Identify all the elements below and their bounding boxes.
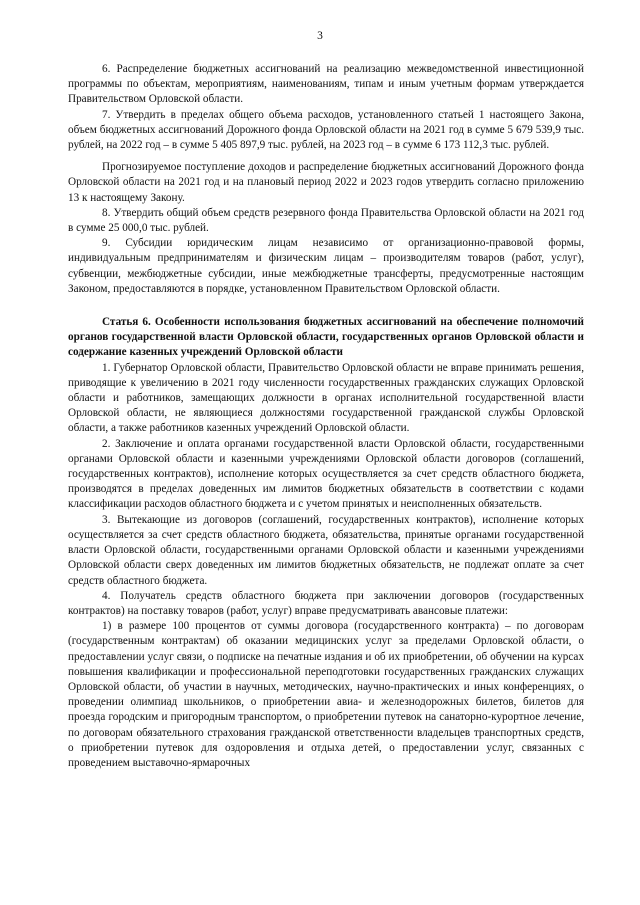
document-body bbox=[68, 62, 584, 771]
paragraph-art6-3: 3. Вытекающие из договоров (соглашений, государственных контрактов), исполнение которых осуществляется за счет средств областного бюджета, обязательства, принятые органами государственной власти Орловской области, государственными органами Орловской области и казенными учреждениями Орловской области сверх доведенных им лимитов бюджетных обязательств, не подлежат оплате за счет средств областного бюджета. bbox=[68, 513, 584, 587]
paragraph-9: 9. Субсидии юридическим лицам независимо от организационно-правовой формы, индивидуальным предпринимателям и физическим лицам – производителям товаров (работ, услуг), субвенции, межбюджетные субсидии, иные межбюджетные трансферты, предусмотренные настоящим Законом, предоставляются в порядке, установленном Правительством Орловской области. bbox=[68, 237, 584, 295]
paragraph-art6-4: 4. Получатель средств областного бюджета при заключении договоров (государственных контрактов) на поставку товаров (работ, услуг) вправе предусматривать авансовые платежи: bbox=[68, 589, 584, 617]
article-6-heading: Статья 6. Особенности использования бюджетных ассигнований на обеспечение полномочий органов государственной власти Орловской области, государственных органов Орловской области и содержание казенных учреждений Орловской области bbox=[68, 316, 584, 359]
paragraph-6: 6. Распределение бюджетных ассигнований на реализацию межведомственной инвестиционной программы по объектам, мероприятиям, наименованиям, типам и иным учетным формам утверждается Правительством Орловской области. bbox=[68, 63, 584, 106]
page-number: 3 bbox=[317, 30, 323, 42]
paragraph-art6-4-1: 1) в размере 100 процентов от суммы договора (государственного контракта) – по договорам (государственным контрактам) об оказании медицинских услуг за пределами Орловской области, о предоставлении услуг связи, о подписке на печатные издания и об их приобретении, об обучении на курсах повышения квалификации и профессиональной переподготовки государственных гражданских служащих Орловской области, об участии в научных, методических, научно-практических и иных конференциях, о проведении олимпиад школьников, о приобретении авиа- и железнодорожных билетов, билетов для проезда городским и пригородным транспортом, о приобретении путевок на санаторно-курортное лечение, по договорам обязательного страхования гражданской ответственности владельцев транспортных средств, о приобретении путевок для оздоровления и отдыха детей, о предоставлении услуг, связанных с проведением выставочно-ярмарочных bbox=[68, 620, 584, 769]
paragraph-8: 8. Утвердить общий объем средств резервного фонда Правительства Орловской области на 2021 год в сумме 25 000,0 тыс. рублей. bbox=[68, 206, 584, 235]
paragraph-art6-2: 2. Заключение и оплата органами государственной власти Орловской области, государственными органами Орловской области и казенными учреждениями Орловской области договоров (соглашений, государственных контрактов), исполнение которых осуществляется за счет средств областного бюджета, производятся в пределах доведенных им лимитов бюджетных обязательств в соответствии с кодами классификации расходов областного бюджета и с учетом принятых и неисполненных обязательств. bbox=[68, 437, 584, 511]
paragraph-road-fund: Прогнозируемое поступление доходов и распределение бюджетных ассигнований Дорожного фонда Орловской области на 2021 год и на плановый период 2022 и 2023 годов утвердить согласно приложению 13 к настоящему Закону. bbox=[68, 161, 584, 204]
paragraph-art6-1: 1. Губернатор Орловской области, Правительство Орловской области не вправе принимать решения, приводящие к увеличению в 2021 году численности государственных гражданских служащих Орловской области и работников, замещающих должности в органах исполнительной государственной власти Орловской области, не являющиеся должностями государственной гражданской службы Орловской области, а также работников казенных учреждений Орловской области. bbox=[68, 361, 584, 435]
paragraph-7: 7. Утвердить в пределах общего объема расходов, установленного статьей 1 настоящего Закона, объем бюджетных ассигнований Дорожного фонда Орловской области на 2021 год в сумме 5 679 539,9 тыс. рублей, на 2022 год – в сумме 5 405 897,9 тыс. рублей, на 2023 год – в сумме 6 173 112,3 тыс. рублей. bbox=[68, 108, 584, 152]
